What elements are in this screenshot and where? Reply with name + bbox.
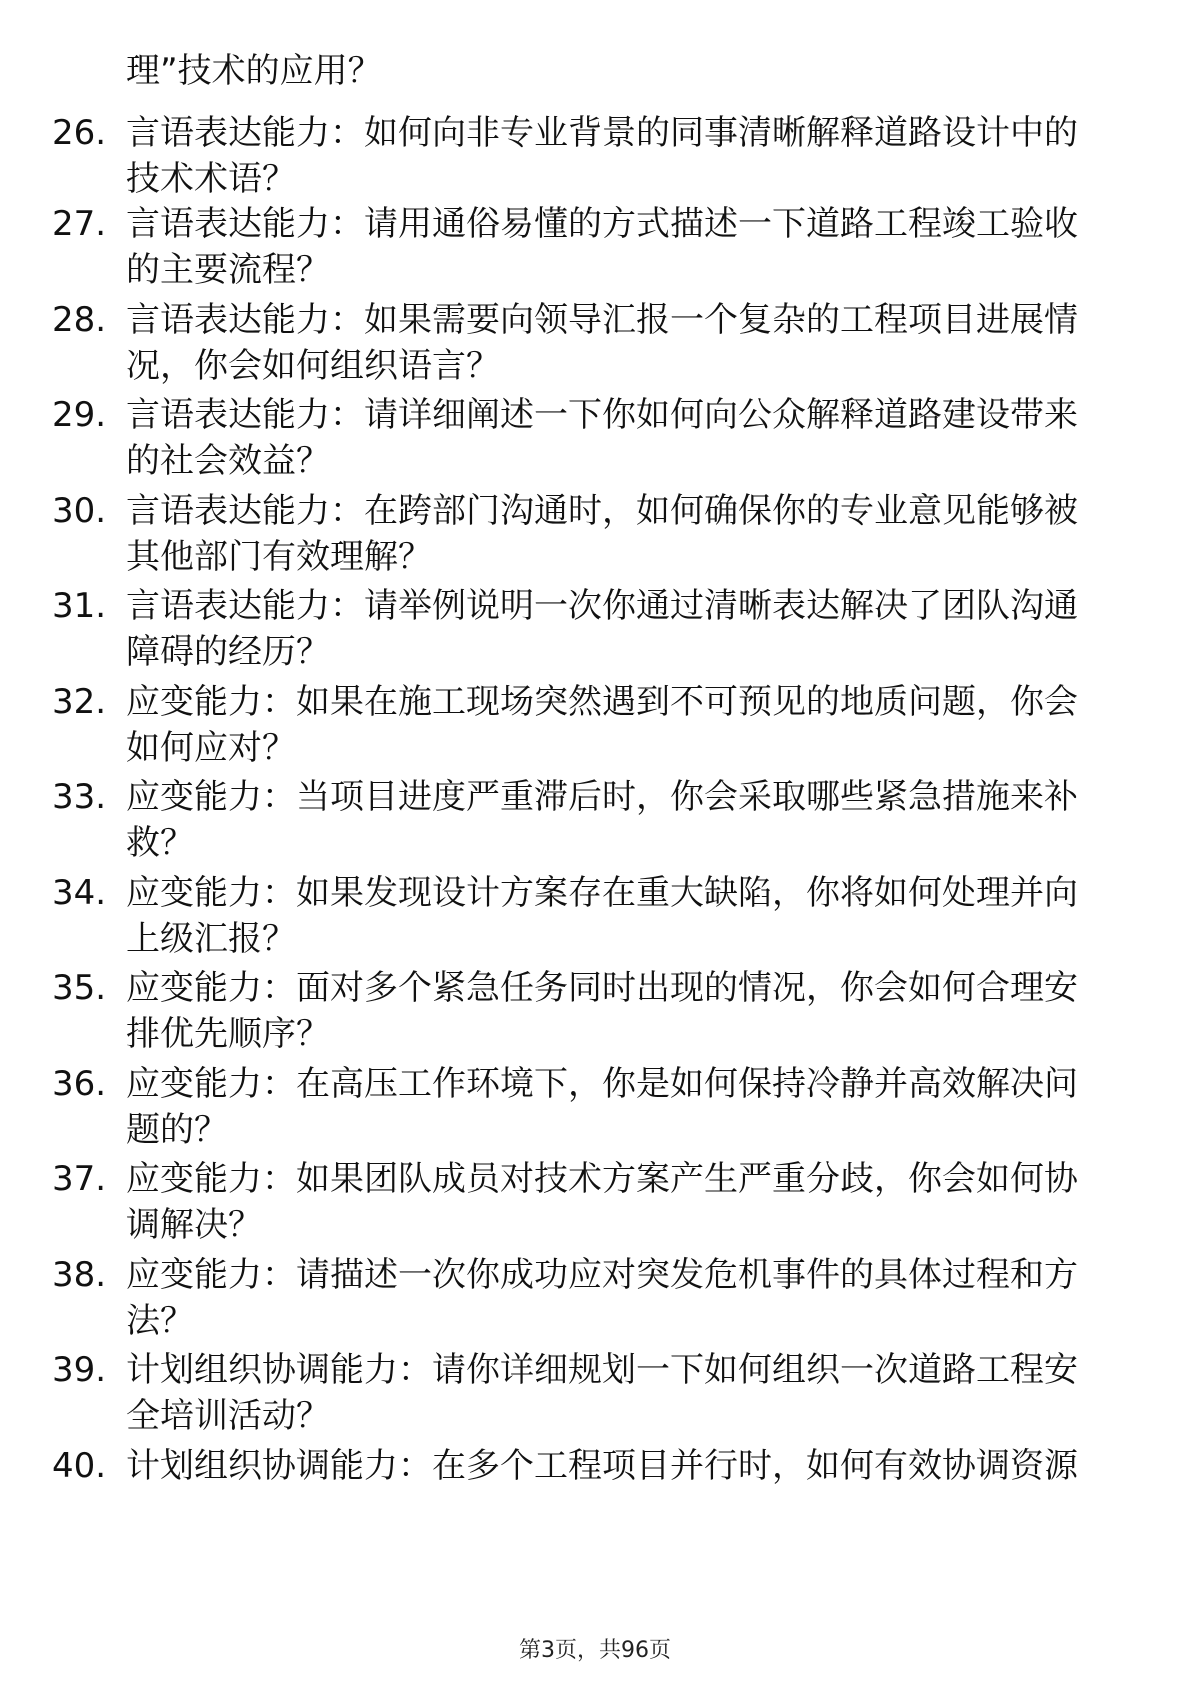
page-number: 第3页，共96页 [519, 1638, 671, 1663]
question-number: 36. [52, 1064, 107, 1104]
question-text: 言语表达能力：请用通俗易懂的方式描述一下道路工程竣工验收的主要流程？ [126, 204, 1078, 290]
question-number: 32. [52, 682, 107, 722]
question-number: 34. [52, 873, 107, 913]
question-number: 27. [52, 204, 107, 244]
question-text: 言语表达能力：请举例说明一次你通过清晰表达解决了团队沟通障碍的经历？ [126, 586, 1078, 672]
question-number: 35. [52, 968, 107, 1008]
question-number: 33. [52, 777, 107, 817]
question-text: 言语表达能力：如何向非专业背景的同事清晰解释道路设计中的技术术语？ [126, 113, 1078, 199]
question-number: 26. [52, 113, 107, 153]
question-number: 37. [52, 1159, 107, 1199]
question-text: 计划组织协调能力：请你详细规划一下如何组织一次道路工程安全培训活动？ [126, 1350, 1078, 1436]
question-text: 应变能力：如果团队成员对技术方案产生严重分歧，你会如何协调解决？ [126, 1159, 1078, 1245]
question-text: 应变能力：当项目进度严重滞后时，你会采取哪些紧急措施来补救？ [126, 777, 1078, 863]
question-text: 应变能力：面对多个紧急任务同时出现的情况，你会如何合理安排优先顺序？ [126, 968, 1078, 1054]
question-text: 应变能力：如果在施工现场突然遇到不可预见的地质问题，你会如何应对？ [126, 682, 1078, 768]
question-number: 40. [52, 1446, 107, 1486]
question-number: 31. [52, 586, 107, 626]
question-text: 计划组织协调能力：在多个工程项目并行时，如何有效协调资源 [126, 1446, 1078, 1486]
question-number: 39. [52, 1350, 107, 1390]
question-text: 言语表达能力：请详细阐述一下你如何向公众解释道路建设带来的社会效益？ [126, 395, 1078, 481]
question-text: 应变能力：如果发现设计方案存在重大缺陷，你将如何处理并向上级汇报？ [126, 873, 1078, 959]
question-number: 38. [52, 1255, 107, 1295]
question-number: 28. [52, 300, 107, 340]
question-text: 言语表达能力：在跨部门沟通时，如何确保你的专业意见能够被其他部门有效理解？ [126, 491, 1078, 577]
question-number: 29. [52, 395, 107, 435]
question-text: 言语表达能力：如果需要向领导汇报一个复杂的工程项目进展情况，你会如何组织语言？ [126, 300, 1078, 386]
continued-question-text: 理”技术的应用？ [126, 51, 382, 91]
question-text: 应变能力：请描述一次你成功应对突发危机事件的具体过程和方法？ [126, 1255, 1078, 1341]
question-text: 应变能力：在高压工作环境下，你是如何保持冷静并高效解决问题的？ [126, 1064, 1078, 1150]
question-number: 30. [52, 491, 107, 531]
